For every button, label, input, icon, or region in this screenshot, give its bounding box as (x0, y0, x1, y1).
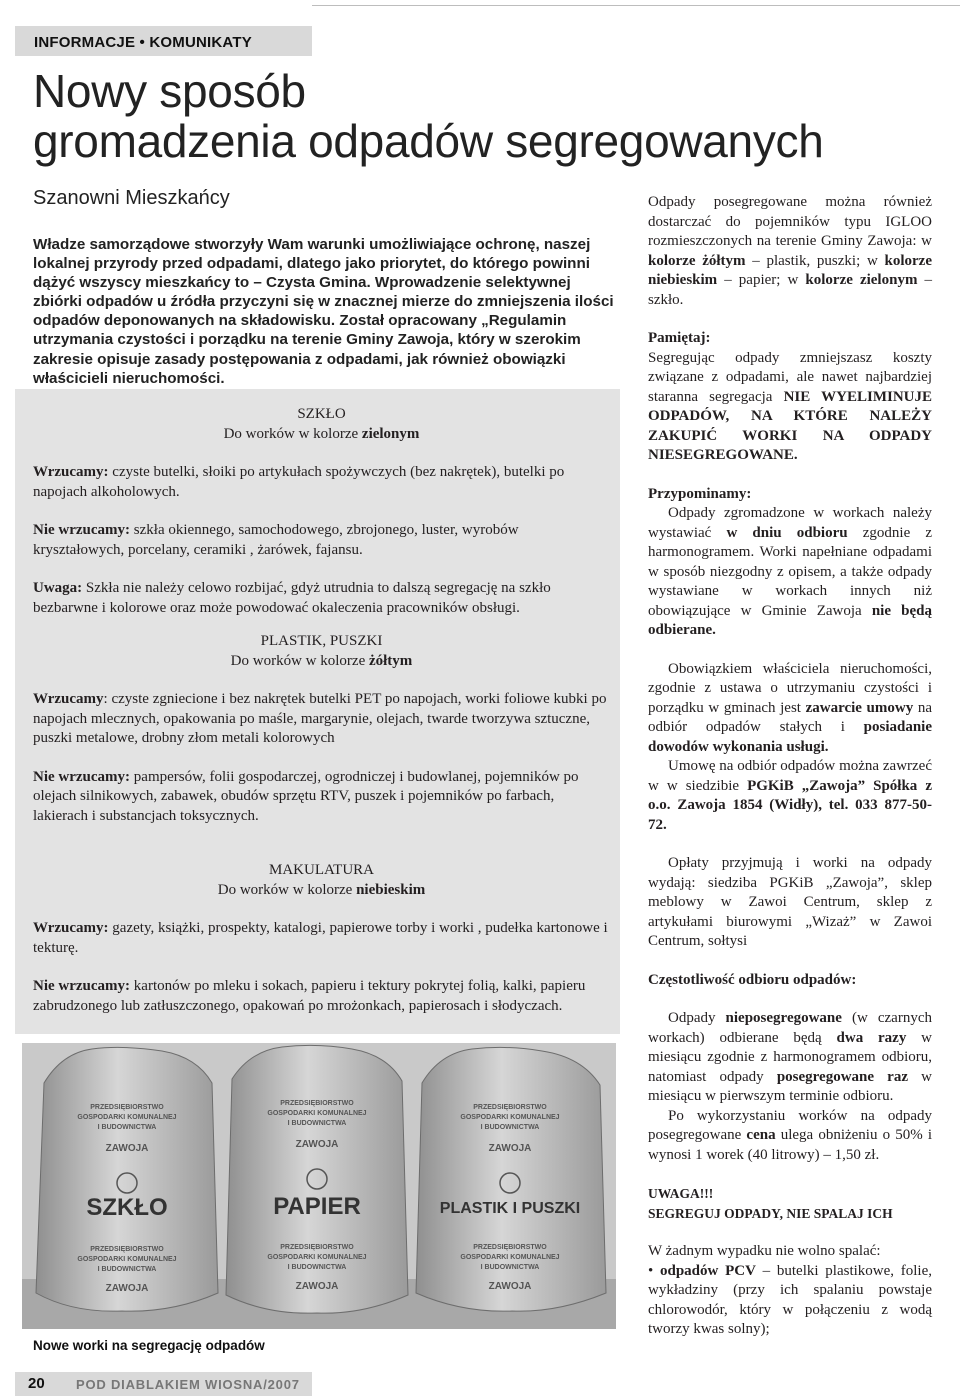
greeting: Szanowni Mieszkańcy (33, 187, 230, 209)
umowa-paragraph (648, 660, 932, 758)
category-name: PLASTIK, PUSZKI (260, 633, 383, 649)
bag-bottom-text-2: GOSPODARKI KOMUNALNEJ (77, 1256, 177, 1263)
title-line-1: Nowy sposób (33, 65, 306, 117)
czestotliwosc-heading (648, 971, 932, 991)
bold-text-segment: w dniu odbioru (726, 524, 848, 541)
uwaga-subheading (648, 1204, 932, 1224)
text-segment: Obowiązkiem właściciela nieruchomości, zgodnie z ustawa o utrzymaniu czystości i porządku w gminach jest (648, 660, 932, 716)
footer-publication: POD DIABLAKIEM WIOSNA/2007 (76, 1377, 300, 1392)
bag-paper (226, 1045, 408, 1313)
out-text: kartonów po mleku i sokach, papieru i tektury pokrytej folią, kalki, papieru zabrudzonego lub zatłuszczonego, opakowań po mrożonkach, papierosach i słodyczach. (33, 978, 586, 1014)
bag-top-text-1: PRZEDSIĘBIORSTWO (90, 1104, 164, 1111)
bag-city: ZAWOJA (105, 1143, 149, 1154)
text-segment: ulega obniżeniu o 50% i wynosi 1 worek (40 litrowy) – 1,50 zł. (648, 1127, 933, 1163)
category-out (33, 768, 610, 827)
in-text: : czyste zgniecione i bez nakrętek butelki PET po napojach, worki foliowe kubki po napojach mlecznych, opakowania po maśle, margarynie, olejach, twarde tworzywa sztuczne, puszki metalowe, drobny złom metali kolorowych (33, 691, 607, 746)
bag-bottom-text-3: I BUDOWNICTWA (480, 1264, 540, 1271)
przypominamy-paragraph (648, 504, 932, 641)
category-name: SZKŁO (297, 406, 346, 422)
right-column (648, 193, 932, 1340)
in-text: gazety, książki, prospekty, katalogi, papierowe torby i worki , pudełka kartonowe i tekturę. (33, 920, 608, 956)
page-number: 20 (28, 1375, 45, 1392)
page-title (33, 66, 824, 166)
bag-top-text-3: I BUDOWNICTWA (97, 1124, 157, 1131)
czestotliwosc-heading-text: Częstotliwość odbioru odpadów: (648, 971, 857, 988)
text-segment: na odbiór odpadów stałych i (648, 699, 933, 735)
pcv-paragraph (648, 1262, 932, 1340)
bold-text-segment: cena (746, 1127, 776, 1143)
bag-top-text-3: I BUDOWNICTWA (287, 1120, 347, 1127)
note-text: Szkła nie należy celowo rozbijać, gdyż utrudnia to dalszą segregację na szkło bezbarwne i kolorowe oraz może powodować okaleczenia pracowników obsługi. (33, 580, 551, 616)
text-segment: w miesiącu zgodnie z harmonogramem odbioru, natomiast odpady (648, 1029, 932, 1085)
out-text: pampersów, folii gospodarczej, ogrodniczej i budowlanej, pojemników po olejach silnikowych, zabawek, obudów sprzętu RTV, puszek i pojemników po farbach, lakierach i substancjach toksycznych. (33, 768, 579, 824)
przypominamy-heading (648, 485, 932, 505)
text-segment: Segregując odpady zmniejszasz koszty związane z odpadami, ale nawet najbardziej staranna segregacja (648, 349, 932, 405)
pamietaj-heading-text: Pamiętaj: (648, 330, 711, 346)
text-segment: Umowę na odbiór odpadów można zawrzeć w w siedzibie (648, 758, 932, 794)
text-segment: – butelki plastikowe, folie, wykładziny (przy ich spalaniu powstaje chlorowodór, który w połączeniu z wodą tworzy kwas solny); (648, 1262, 932, 1337)
out-text: szkła okiennego, samochodowego, zbrojonego, luster, wyrobów kryształowych, porcelany, ceramiki , żarówek, fajansu. (33, 522, 519, 558)
bag-bottom-text-1: PRZEDSIĘBIORSTWO (90, 1246, 164, 1253)
bold-text-segment: zawarcie umowy (805, 699, 914, 716)
text-segment: Odpady posegregowane można również dostarczać do pojemników typu IGLOO rozmieszczonych na terenie Gminy Zawoja: w (648, 194, 932, 249)
igloo-paragraph (648, 193, 932, 310)
text-segment: – szkło. (648, 272, 932, 308)
spalanie-intro: W żadnym wypadku nie wolno spalać: (648, 1243, 881, 1259)
text-segment: Opłaty przyjmują i worki na odpady wydają: siedziba PGKiB „Zawoja”, sklep meblowy w Zawoi Centrum, sklep z artykułami biurowymi „Wizaż” w Zawoi Centrum, sołtysi (648, 855, 932, 949)
bag-label: PAPIER (273, 1193, 361, 1220)
bag-city: ZAWOJA (295, 1139, 339, 1150)
uwaga-line-2: SEGREGUJ ODPADY, NIE SPALAJ ICH (648, 1205, 893, 1221)
top-rule (312, 5, 960, 6)
pamietaj-heading (648, 329, 932, 349)
out-label: Nie wrzucamy: (33, 522, 131, 538)
text-segment: – papier; w (717, 272, 806, 288)
category-out (33, 521, 610, 560)
text-segment: w miesiącu w pierwszym terminie odbioru. (648, 1068, 933, 1104)
bag-bottom-city: ZAWOJA (105, 1283, 149, 1294)
bag-prefix: Do worków w kolorze (223, 425, 362, 442)
category-in (33, 690, 610, 749)
text-segment: • (648, 1262, 660, 1279)
section-label: INFORMACJE • KOMUNIKATY (34, 34, 252, 51)
in-text: czyste butelki, słoiki po artykułach spożywczych (bez nakrętek), butelki po napojach alkoholowych. (33, 464, 565, 500)
text-segment: – plastik, puszki; w (745, 252, 885, 269)
text-segment: Odpady (668, 1010, 726, 1026)
siedziba-paragraph (648, 757, 932, 835)
in-label: Wrzucamy: (33, 464, 109, 480)
text-segment: (w czarnych workach) odbierane będą (648, 1010, 932, 1046)
bag-bottom-city: ZAWOJA (488, 1281, 532, 1292)
bag-city: ZAWOJA (488, 1143, 532, 1154)
bag-bottom-text-1: PRZEDSIĘBIORSTWO (280, 1244, 354, 1251)
out-label: Nie wrzucamy: (33, 978, 131, 994)
bold-text-segment: kolorze zielonym (805, 272, 918, 288)
category-in (33, 919, 610, 958)
bold-text-segment: posegregowane raz (776, 1068, 909, 1085)
photo-caption: Nowe worki na segregację odpadów (33, 1338, 265, 1353)
bag-top-text-2: GOSPODARKI KOMUNALNEJ (460, 1114, 560, 1121)
bag-plastic (416, 1047, 606, 1311)
bag-color: zielonym (361, 425, 420, 442)
text-segment: Odpady zgromadzone w workach należy wystawiać (648, 505, 932, 541)
uwaga-line-1: UWAGA!!! (648, 1186, 714, 1201)
bag-top-text-1: PRZEDSIĘBIORSTWO (473, 1104, 547, 1111)
przypominamy-heading-text: Przypominamy: (648, 485, 752, 502)
category-out (33, 977, 610, 1016)
bag-top-text-3: I BUDOWNICTWA (480, 1124, 540, 1131)
bag-glass (36, 1047, 218, 1311)
category-glass (33, 405, 610, 618)
oplaty-paragraph (648, 854, 932, 952)
bag-bottom-text-1: PRZEDSIĘBIORSTWO (473, 1244, 547, 1251)
category-paper (33, 861, 610, 1016)
bag-bottom-text-2: GOSPODARKI KOMUNALNEJ (460, 1254, 560, 1261)
bold-text-segment: odpadów PCV (660, 1262, 756, 1279)
text-segment: Po wykorzystaniu worków na odpady posegregowane (648, 1107, 932, 1143)
bag-bottom-text-3: I BUDOWNICTWA (97, 1266, 157, 1273)
category-name: MAKULATURA (269, 862, 374, 878)
bold-text-segment: dwa razy (836, 1029, 907, 1046)
category-in (33, 463, 610, 502)
bag-top-text-1: PRZEDSIĘBIORSTWO (280, 1100, 354, 1107)
bold-text-segment: kolorze żółtym (648, 252, 746, 269)
bold-text-segment: PGKiB „Zawoja” Spółka z o.o. Zawoja 1854 (Widły), tel. 033 877-50-72. (648, 777, 932, 833)
bag-bottom-text-2: GOSPODARKI KOMUNALNEJ (267, 1254, 367, 1261)
cena-paragraph (648, 1107, 932, 1166)
bold-text-segment: posiadanie dowodów wykonania usługi. (648, 719, 932, 755)
text-segment: zgodnie z harmonogramem. Worki napełniane odpadami w sposób niezgodny z opisem, a także odpady wystawiane w workach innych niż obowiązujące w Gminie Zawoja (648, 524, 933, 619)
title-line-2: gromadzenia odpadów segregowanych (33, 115, 824, 167)
bold-text-segment: nie będą odbierane. (648, 602, 932, 638)
category-bag (33, 881, 610, 901)
bold-text-segment: nieposegregowane (725, 1010, 842, 1026)
bag-label: SZKŁO (86, 1194, 168, 1221)
waste-bags-photo (22, 1043, 616, 1329)
category-note (33, 579, 610, 618)
bold-text-segment: kolorze niebieskim (648, 252, 932, 288)
bag-prefix: Do worków w kolorze (217, 881, 357, 898)
bag-color: żółtym (368, 652, 413, 669)
pamietaj-paragraph (648, 349, 932, 466)
intro-paragraph: Władze samorządowe stworzyły Wam warunki umożliwiające ochronę, naszej lokalnej przyrody przed odpadami, dlatego jako priorytet, do którego powinni dążyć wszyscy mieszkańcy to – Czysta Gmina. Wprowadzenie selektywnej zbiórki odpadów u źródła przyczyni się w znacznej mierze do zmniejszenia ilości odpadów deponowanych na składowisku. Został opracowany „Regulamin utrzymania czystości i porządku na terenie Gminy Zawoja, który w szerokim zakresie opisuje zasady postępowania z odpadami, jak również obowiązki właścicieli nieruchomości. (33, 236, 614, 387)
bag-color: niebieskim (356, 881, 426, 898)
czestotliwosc-paragraph (648, 1009, 932, 1107)
in-label: Wrzucamy (33, 691, 104, 707)
bag-bottom-text-3: I BUDOWNICTWA (287, 1264, 347, 1271)
bag-bottom-city: ZAWOJA (295, 1281, 339, 1292)
note-label: Uwaga: (33, 580, 83, 596)
uwaga-heading (648, 1184, 932, 1204)
category-bag (33, 425, 610, 445)
category-bag (33, 652, 610, 672)
bag-label: PLASTIK I PUSZKI (439, 1200, 581, 1217)
in-label: Wrzucamy: (33, 920, 109, 936)
out-label: Nie wrzucamy: (33, 768, 131, 785)
bold-text-segment: NIE WYELIMINUJE ODPADÓW, NA KTÓRE NALEŻY ZAKUPIĆ WORKI NA ODPADY NIESEGREGOWANE. (648, 388, 933, 463)
bag-prefix: Do worków w kolorze (230, 652, 369, 669)
bag-top-text-2: GOSPODARKI KOMUNALNEJ (267, 1110, 367, 1117)
bag-top-text-2: GOSPODARKI KOMUNALNEJ (77, 1114, 177, 1121)
category-plastic (33, 632, 610, 826)
